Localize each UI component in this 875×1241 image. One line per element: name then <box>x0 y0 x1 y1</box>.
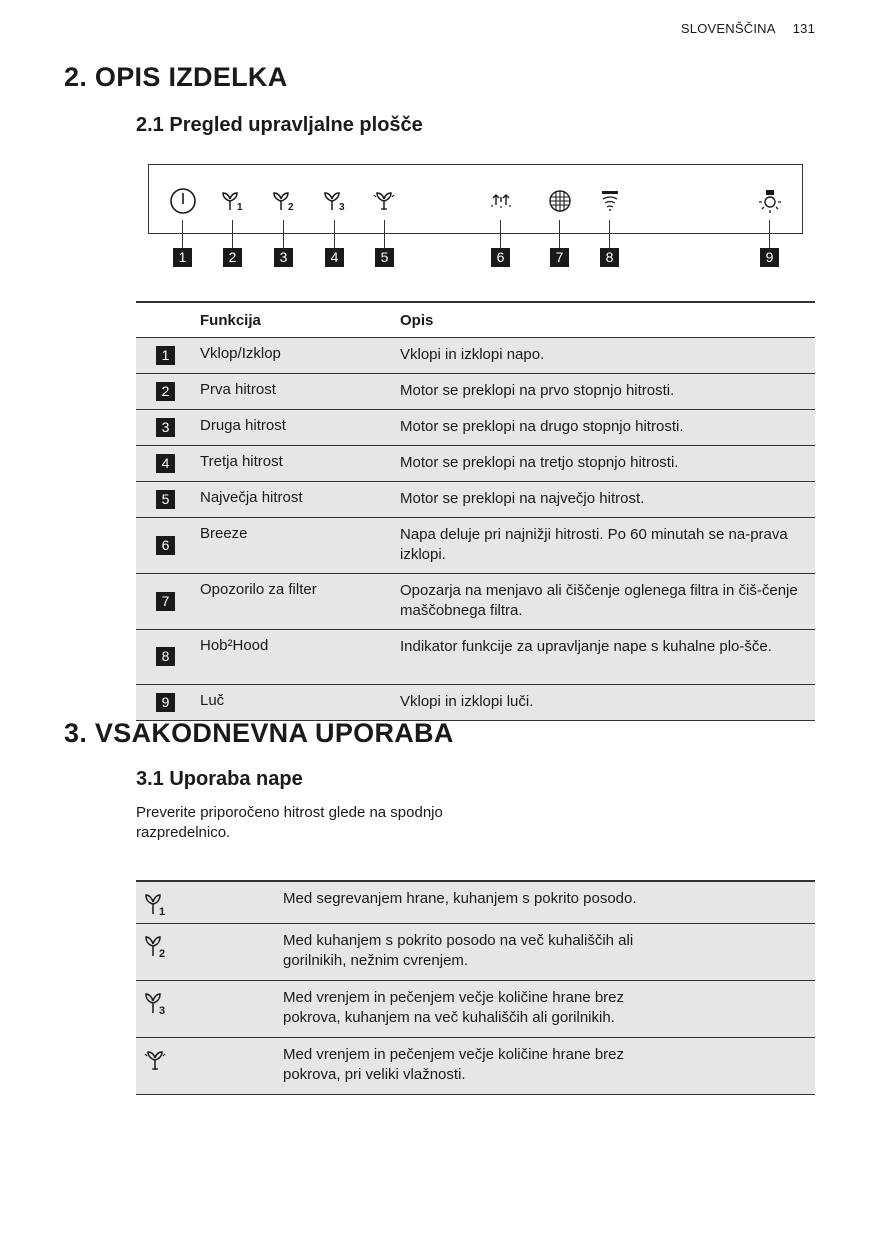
panel-label-7: 7 <box>550 248 569 267</box>
language-label: SLOVENŠČINA <box>680 21 775 36</box>
fan-speed-2-icon[interactable] <box>269 186 299 216</box>
row-description: Napa deluje pri najnižji hitrosti. Po 60 minutah se na-prava izklopi. <box>400 525 788 563</box>
table-row <box>136 409 815 445</box>
panel-label-4: 4 <box>325 248 344 267</box>
row-function: Hob²Hood <box>200 636 269 654</box>
callout-line <box>559 220 560 248</box>
callout-line <box>384 220 385 248</box>
panel-label-2: 2 <box>223 248 242 267</box>
section-3-1-title: 3.1 Uporaba nape <box>136 768 303 790</box>
table-header-function: Funkcija <box>200 302 400 337</box>
usage-text: Med vrenjem in pečenjem večje količine hrane brez pokrova, pri veliki vlažnosti. <box>283 1045 625 1083</box>
table-row <box>136 923 815 980</box>
svg-text:3: 3 <box>339 202 345 213</box>
panel-label-9: 9 <box>760 248 779 267</box>
svg-text:2: 2 <box>288 202 294 213</box>
callout-line <box>609 220 610 248</box>
fan-speed-1-icon[interactable] <box>218 186 248 216</box>
callout-line <box>182 220 183 248</box>
table-row <box>136 629 815 684</box>
panel-label-6: 6 <box>491 248 510 267</box>
function-table <box>136 301 815 721</box>
panel-label-8: 8 <box>600 248 619 267</box>
row-function: Tretja hitrost <box>200 452 283 470</box>
callout-line <box>232 220 233 248</box>
table-row <box>136 573 815 629</box>
callout-line <box>500 220 501 248</box>
row-number: 3 <box>156 418 175 437</box>
usage-text: Med segrevanjem hrane, kuhanjem s pokrito posodo. <box>283 890 637 907</box>
row-function: Opozorilo za filter <box>200 580 317 598</box>
table-header-num <box>136 302 200 337</box>
usage-table <box>136 880 815 1095</box>
fan-speed-3-icon <box>142 991 170 1017</box>
row-function: Vklop/Izklop <box>200 344 281 362</box>
svg-text:1: 1 <box>159 906 166 918</box>
svg-text:2: 2 <box>159 947 166 960</box>
section-2-title: 2. OPIS IZDELKA <box>64 62 288 92</box>
table-row <box>136 445 815 481</box>
intro-paragraph: Preverite priporočeno hitrost glede na spodnjo razpredelnico. <box>136 804 443 841</box>
row-number: 5 <box>156 490 175 509</box>
table-row <box>136 517 815 573</box>
usage-text: Med vrenjem in pečenjem večje količine hrane brez pokrova, kuhanjem na več kuhališčih ali gorilnikih. <box>283 988 625 1026</box>
panel-label-3: 3 <box>274 248 293 267</box>
row-function: Največja hitrost <box>200 488 303 506</box>
row-function: Breeze <box>200 524 248 542</box>
row-number: 2 <box>156 382 175 401</box>
row-description: Motor se preklopi na prvo stopnjo hitrosti. <box>400 381 675 399</box>
row-function: Luč <box>200 691 225 709</box>
table-row <box>136 980 815 1037</box>
row-function: Druga hitrost <box>200 416 286 434</box>
usage-text: Med kuhanjem s pokrito posodo na več kuhališčih ali gorilnikih, nežnim cvrenjem. <box>283 931 634 969</box>
power-icon[interactable] <box>168 186 198 216</box>
table-header-row <box>136 302 815 337</box>
panel-label-5: 5 <box>375 248 394 267</box>
svg-text:1: 1 <box>237 202 243 213</box>
row-description: Indikator funkcije za upravljanje nape s kuhalne plo-šče. <box>400 637 772 655</box>
table-row <box>136 373 815 409</box>
breeze-icon[interactable] <box>486 186 516 216</box>
row-description: Vklopi in izklopi luči. <box>400 692 534 710</box>
section-3-title: 3. VSAKODNEVNA UPORABA <box>64 718 454 748</box>
row-description: Opozarja na menjavo ali čiščenje oglenega filtra in čiš-čenje maščobnega filtra. <box>400 581 798 619</box>
row-number: 6 <box>156 536 175 555</box>
row-description: Vklopi in izklopi napo. <box>400 345 545 363</box>
callout-line <box>334 220 335 248</box>
fan-max-speed-icon <box>142 1048 170 1074</box>
hob2hood-icon[interactable] <box>595 186 625 216</box>
fan-speed-1-icon <box>142 892 170 918</box>
panel-label-1: 1 <box>173 248 192 267</box>
svg-text:3: 3 <box>159 1004 166 1017</box>
row-number: 8 <box>156 647 175 666</box>
callout-line <box>769 220 770 248</box>
table-header-description: Opis <box>400 302 815 337</box>
row-number: 9 <box>156 693 175 712</box>
page-number: 131 <box>792 21 815 36</box>
row-number: 1 <box>156 346 175 365</box>
row-function: Prva hitrost <box>200 380 276 398</box>
fan-speed-2-icon <box>142 934 170 960</box>
table-row <box>136 881 815 923</box>
fan-speed-3-icon[interactable] <box>320 186 350 216</box>
row-description: Motor se preklopi na največjo hitrost. <box>400 489 645 507</box>
callout-line <box>283 220 284 248</box>
section-2-1-title: 2.1 Pregled upravljalne plošče <box>136 114 423 136</box>
filter-grid-icon[interactable] <box>545 186 575 216</box>
table-row <box>136 337 815 373</box>
row-description: Motor se preklopi na drugo stopnjo hitrosti. <box>400 417 684 435</box>
row-description: Motor se preklopi na tretjo stopnjo hitrosti. <box>400 453 679 471</box>
row-number: 4 <box>156 454 175 473</box>
light-icon[interactable] <box>755 186 785 216</box>
table-row <box>136 1037 815 1094</box>
page-header <box>681 21 815 36</box>
table-row <box>136 481 815 517</box>
fan-max-speed-icon[interactable] <box>370 186 400 216</box>
row-number: 7 <box>156 592 175 611</box>
table-row <box>136 684 815 720</box>
